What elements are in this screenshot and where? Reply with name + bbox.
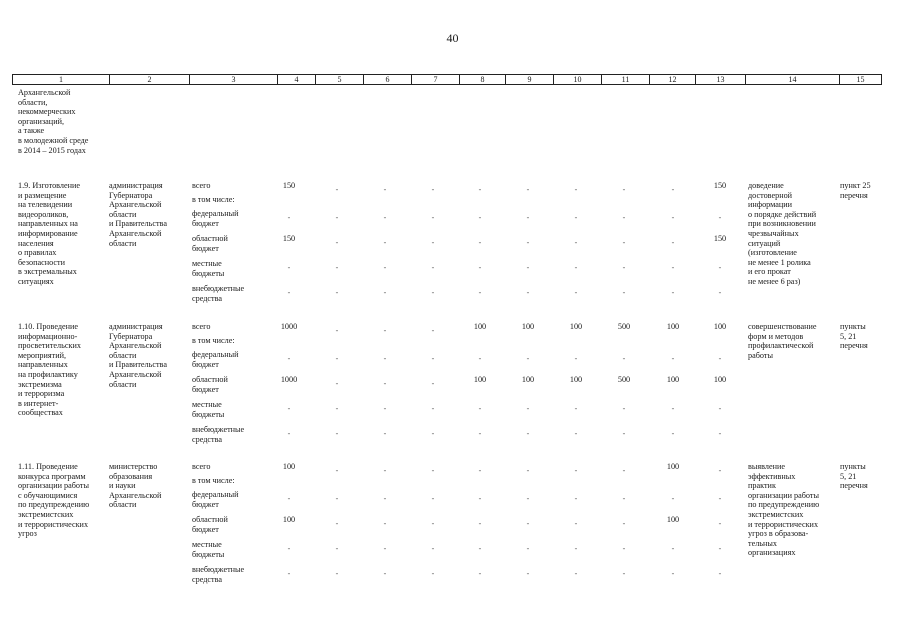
empty-value: -: [287, 544, 291, 553]
funding-source: внебюджетные средства: [192, 284, 245, 303]
empty-value: -: [335, 466, 339, 475]
header-col-4: 4: [277, 75, 315, 84]
header-col-8: 8: [459, 75, 505, 84]
header-col-5: 5: [315, 75, 363, 84]
empty-value: -: [574, 354, 578, 363]
empty-value: -: [526, 494, 530, 503]
funding-source: федеральный бюджет: [192, 350, 239, 369]
funding-source: федеральный бюджет: [192, 209, 239, 228]
empty-value: -: [622, 213, 626, 222]
empty-value: -: [335, 326, 339, 335]
empty-value: -: [622, 185, 626, 194]
empty-value: -: [671, 238, 675, 247]
amount-value: 100: [569, 322, 583, 331]
empty-value: -: [287, 494, 291, 503]
header-col-10: 10: [553, 75, 601, 84]
amount-value: 100: [666, 375, 680, 384]
empty-value: -: [622, 429, 626, 438]
header-col-12: 12: [649, 75, 695, 84]
empty-value: -: [671, 288, 675, 297]
empty-value: -: [383, 466, 387, 475]
empty-value: -: [622, 263, 626, 272]
empty-value: -: [287, 288, 291, 297]
funding-source: всего: [192, 322, 211, 331]
empty-value: -: [718, 569, 722, 578]
task-name: 1.10. Проведение информационно- просветительских мероприятий, направленных на профилактику экстремизма и терроризма в интернет- сообществах: [18, 322, 81, 418]
empty-value: -: [383, 354, 387, 363]
empty-value: -: [383, 494, 387, 503]
empty-value: -: [287, 569, 291, 578]
empty-value: -: [383, 519, 387, 528]
empty-value: -: [526, 263, 530, 272]
empty-value: -: [526, 429, 530, 438]
carryover-text: Архангельской области, некоммерческих организаций, а также в молодежной среде в 2014 – 2015 годах: [18, 88, 89, 155]
empty-value: -: [526, 238, 530, 247]
empty-value: -: [622, 238, 626, 247]
amount-value: 150: [713, 234, 727, 243]
funding-source: в том числе:: [192, 195, 235, 204]
expected-result: совершенствование форм и методов профилактической работы: [748, 322, 817, 360]
empty-value: -: [383, 263, 387, 272]
empty-value: -: [671, 213, 675, 222]
empty-value: -: [671, 429, 675, 438]
empty-value: -: [335, 263, 339, 272]
amount-value: 100: [521, 322, 535, 331]
header-col-7: 7: [411, 75, 459, 84]
empty-value: -: [574, 238, 578, 247]
amount-value: 100: [282, 515, 296, 524]
empty-value: -: [622, 354, 626, 363]
empty-value: -: [431, 519, 435, 528]
amount-value: 500: [617, 375, 631, 384]
empty-value: -: [287, 354, 291, 363]
empty-value: -: [718, 544, 722, 553]
header-col-1: 1: [59, 75, 63, 84]
empty-value: -: [431, 185, 435, 194]
empty-value: -: [718, 213, 722, 222]
empty-value: -: [574, 404, 578, 413]
empty-value: -: [718, 354, 722, 363]
page-number: 40: [446, 31, 459, 45]
empty-value: -: [574, 569, 578, 578]
amount-value: 100: [473, 322, 487, 331]
expected-result: выявление эффективных практик организации работы по предупреждению экстремистских и террористических угроз в образова- тельных организациях: [748, 462, 820, 558]
empty-value: -: [287, 429, 291, 438]
empty-value: -: [335, 519, 339, 528]
amount-value: 150: [713, 181, 727, 190]
empty-value: -: [431, 238, 435, 247]
funding-source: областной бюджет: [192, 375, 228, 394]
empty-value: -: [718, 404, 722, 413]
empty-value: -: [383, 379, 387, 388]
empty-value: -: [431, 354, 435, 363]
amount-value: 150: [282, 234, 296, 243]
empty-value: -: [671, 185, 675, 194]
empty-value: -: [574, 263, 578, 272]
empty-value: -: [431, 326, 435, 335]
empty-value: -: [574, 494, 578, 503]
empty-value: -: [574, 519, 578, 528]
header-col-15: 15: [839, 75, 881, 84]
empty-value: -: [478, 288, 482, 297]
amount-value: 100: [666, 515, 680, 524]
empty-value: -: [478, 569, 482, 578]
header-col-11: 11: [601, 75, 649, 84]
empty-value: -: [287, 404, 291, 413]
empty-value: -: [478, 213, 482, 222]
empty-value: -: [335, 429, 339, 438]
amount-value: 100: [569, 375, 583, 384]
empty-value: -: [431, 569, 435, 578]
amount-value: 100: [473, 375, 487, 384]
empty-value: -: [478, 544, 482, 553]
empty-value: -: [431, 213, 435, 222]
funding-source: внебюджетные средства: [192, 565, 245, 584]
empty-value: -: [383, 544, 387, 553]
empty-value: -: [622, 519, 626, 528]
empty-value: -: [526, 185, 530, 194]
empty-value: -: [574, 213, 578, 222]
amount-value: 100: [521, 375, 535, 384]
empty-value: -: [622, 569, 626, 578]
empty-value: -: [526, 544, 530, 553]
empty-value: -: [671, 263, 675, 272]
empty-value: -: [718, 263, 722, 272]
empty-value: -: [671, 544, 675, 553]
empty-value: -: [478, 466, 482, 475]
empty-value: -: [383, 288, 387, 297]
header-col-14: 14: [745, 75, 839, 84]
empty-value: -: [287, 213, 291, 222]
empty-value: -: [574, 466, 578, 475]
empty-value: -: [335, 185, 339, 194]
empty-value: -: [671, 569, 675, 578]
funding-source: всего: [192, 181, 211, 190]
empty-value: -: [431, 379, 435, 388]
funding-source: внебюджетные средства: [192, 425, 245, 444]
empty-value: -: [718, 429, 722, 438]
empty-value: -: [574, 185, 578, 194]
amount-value: 100: [666, 322, 680, 331]
empty-value: -: [622, 544, 626, 553]
funding-source: местные бюджеты: [192, 259, 225, 278]
executor: администрация Губернатора Архангельской области и Правительства Архангельской области: [109, 181, 167, 248]
amount-value: 1000: [280, 375, 298, 384]
amount-value: 100: [713, 322, 727, 331]
task-name: 1.11. Проведение конкурса программ организации работы с обучающимися по предупреждению экстремистских и террористических угроз: [18, 462, 90, 539]
expected-result: доведение достоверной информации о порядке действий при возникновении чрезвычайных ситуаций (изготовление не менее 1 ролика и его прокат не менее 6 раз): [748, 181, 817, 286]
empty-value: -: [431, 429, 435, 438]
empty-value: -: [383, 429, 387, 438]
empty-value: -: [526, 354, 530, 363]
header-col-2: 2: [109, 75, 189, 84]
empty-value: -: [574, 429, 578, 438]
empty-value: -: [335, 238, 339, 247]
funding-source: областной бюджет: [192, 234, 228, 253]
empty-value: -: [622, 494, 626, 503]
empty-value: -: [335, 569, 339, 578]
empty-value: -: [431, 494, 435, 503]
funding-source: в том числе:: [192, 336, 235, 345]
empty-value: -: [718, 519, 722, 528]
amount-value: 100: [666, 462, 680, 471]
funding-source: федеральный бюджет: [192, 490, 239, 509]
amount-value: 500: [617, 322, 631, 331]
empty-value: -: [431, 466, 435, 475]
empty-value: -: [718, 494, 722, 503]
funding-source: местные бюджеты: [192, 540, 225, 559]
amount-value: 1000: [280, 322, 298, 331]
amount-value: 100: [282, 462, 296, 471]
empty-value: -: [671, 354, 675, 363]
funding-source: областной бюджет: [192, 515, 228, 534]
empty-value: -: [478, 263, 482, 272]
header-col-9: 9: [505, 75, 553, 84]
empty-value: -: [622, 466, 626, 475]
empty-value: -: [383, 569, 387, 578]
empty-value: -: [478, 238, 482, 247]
empty-value: -: [478, 185, 482, 194]
empty-value: -: [478, 519, 482, 528]
header-col-13: 13: [695, 75, 745, 84]
empty-value: -: [383, 326, 387, 335]
empty-value: -: [478, 354, 482, 363]
empty-value: -: [622, 404, 626, 413]
empty-value: -: [335, 544, 339, 553]
empty-value: -: [526, 466, 530, 475]
empty-value: -: [478, 429, 482, 438]
empty-value: -: [526, 404, 530, 413]
empty-value: -: [335, 379, 339, 388]
empty-value: -: [335, 404, 339, 413]
funding-source: в том числе:: [192, 476, 235, 485]
list-reference: пункты 5, 21 перечня: [840, 462, 868, 491]
empty-value: -: [383, 404, 387, 413]
empty-value: -: [431, 404, 435, 413]
empty-value: -: [526, 213, 530, 222]
header-col-6: 6: [363, 75, 411, 84]
empty-value: -: [718, 288, 722, 297]
empty-value: -: [431, 288, 435, 297]
empty-value: -: [478, 494, 482, 503]
list-reference: пункты 5, 21 перечня: [840, 322, 868, 351]
empty-value: -: [383, 213, 387, 222]
header-col-3: 3: [189, 75, 277, 84]
funding-source: всего: [192, 462, 211, 471]
empty-value: -: [287, 263, 291, 272]
empty-value: -: [383, 185, 387, 194]
empty-value: -: [431, 544, 435, 553]
empty-value: -: [622, 288, 626, 297]
empty-value: -: [335, 213, 339, 222]
list-reference: пункт 25 перечня: [840, 181, 871, 200]
empty-value: -: [335, 354, 339, 363]
executor: администрация Губернатора Архангельской области и Правительства Архангельской области: [109, 322, 167, 389]
task-name: 1.9. Изготовление и размещение на телевидении видеороликов, направленных на информирование населения о правилах безопасности в экстремальных ситуациях: [18, 181, 81, 286]
empty-value: -: [335, 288, 339, 297]
empty-value: -: [526, 569, 530, 578]
empty-value: -: [383, 238, 387, 247]
executor: министерство образования и науки Архангельской области: [109, 462, 162, 510]
empty-value: -: [431, 263, 435, 272]
empty-value: -: [526, 519, 530, 528]
empty-value: -: [574, 544, 578, 553]
empty-value: -: [718, 466, 722, 475]
empty-value: -: [335, 494, 339, 503]
empty-value: -: [526, 288, 530, 297]
empty-value: -: [671, 404, 675, 413]
amount-value: 100: [713, 375, 727, 384]
empty-value: -: [478, 404, 482, 413]
empty-value: -: [671, 494, 675, 503]
empty-value: -: [574, 288, 578, 297]
funding-source: местные бюджеты: [192, 400, 225, 419]
amount-value: 150: [282, 181, 296, 190]
